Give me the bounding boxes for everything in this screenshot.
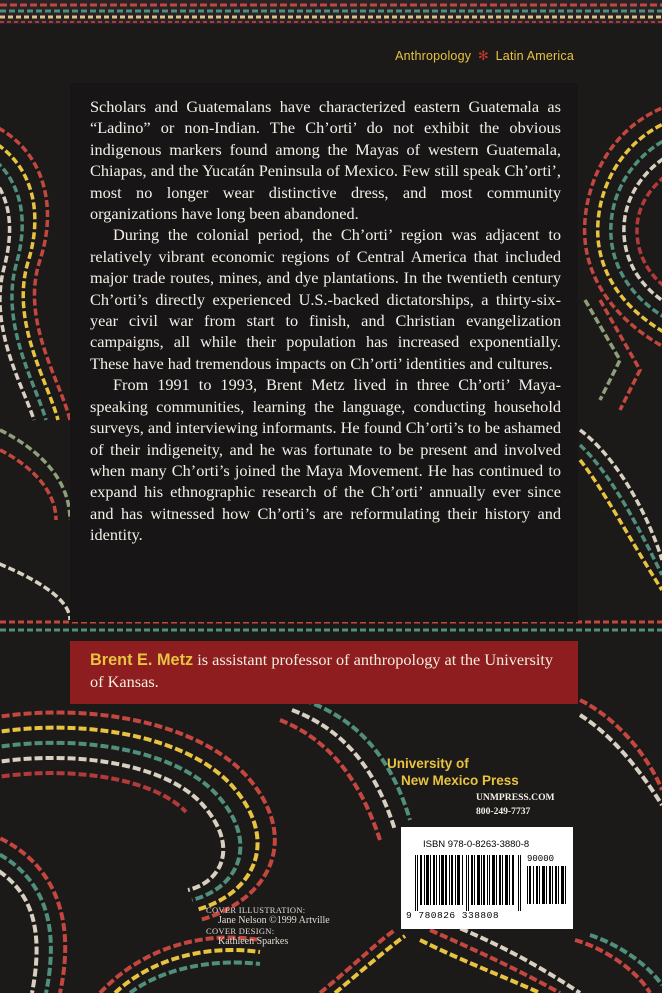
tagline-latin-america: Latin America bbox=[495, 49, 574, 63]
description-panel bbox=[70, 83, 578, 622]
barcode-bars bbox=[415, 855, 523, 911]
publisher-phone: 800-249-7737 bbox=[476, 806, 531, 817]
series-tagline bbox=[395, 48, 574, 64]
publisher-logo-text bbox=[387, 755, 519, 789]
price-barcode-bars bbox=[527, 866, 567, 904]
publisher-line-1: University of bbox=[387, 756, 469, 771]
top-border-pattern bbox=[0, 0, 662, 24]
credit-design-label: COVER DESIGN: bbox=[206, 926, 275, 936]
author-bio-panel bbox=[70, 641, 578, 704]
publisher-website: UNMPRESS.COM bbox=[476, 792, 555, 803]
credit-illustration-label: COVER ILLUSTRATION: bbox=[206, 905, 306, 915]
isbn-number: ISBN 978-0-8263-3880-8 bbox=[423, 839, 530, 850]
credit-illustration-value: Jane Nelson ©1999 Artville bbox=[218, 914, 330, 926]
tagline-star-icon: ✻ bbox=[477, 48, 489, 63]
description-paragraph-2: During the colonial period, the Ch’orti’ region was adjacent to relatively vibrant economic regions of Central America that included major trade routes, mines, and dye plantations. In the twentieth century Ch’orti’s directly experienced U.S.-backed dictatorships, a thirty-six-year civil war from start to finish, and Christian evangelization campaigns, all while their population has increased exponentially. These have had tremendous impacts on Ch’orti’ identities and cultures. bbox=[90, 225, 561, 373]
description-paragraph-1: Scholars and Guatemalans have characterized eastern Guatemala as “Ladino” or non-Indian. The Ch’orti’ do not exhibit the obvious indigenous markers found among the Mayas of western Guatemala, Chiapas, and the Yucatán Peninsula of Mexico. Few still speak Ch’orti’, most no longer wear distinctive dress, and most community organizations have long been abandoned. bbox=[90, 97, 561, 224]
price-code: 90000 bbox=[527, 854, 555, 864]
publisher-line-2: New Mexico Press bbox=[401, 773, 519, 788]
author-bio-text: is assistant professor of anthropology at the University of Kansas. bbox=[90, 650, 554, 691]
publisher-contact bbox=[476, 791, 570, 819]
author-name: Brent E. Metz bbox=[90, 651, 194, 669]
description-paragraph-3: From 1991 to 1993, Brent Metz lived in three Ch’orti’ Maya-speaking communities, learning the language, conducting household surveys, and interviewing informants. He found Ch’orti’s to be ashamed of their indigeneity, and he was fortunate to be present and involved when many Ch’orti’s joined the Maya Movement. He has continued to expand his ethnographic research of the Ch’orti’ annually ever since and has witnessed how Ch’orti’s are reformulating their history and identity. bbox=[90, 375, 561, 545]
barcode-digits: 9 780826 338808 bbox=[406, 910, 500, 921]
isbn-barcode-block bbox=[401, 827, 573, 929]
cover-credits bbox=[206, 905, 330, 947]
tagline-anthropology: Anthropology bbox=[395, 49, 472, 63]
credit-design-value: Kathleen Sparkes bbox=[218, 935, 289, 947]
